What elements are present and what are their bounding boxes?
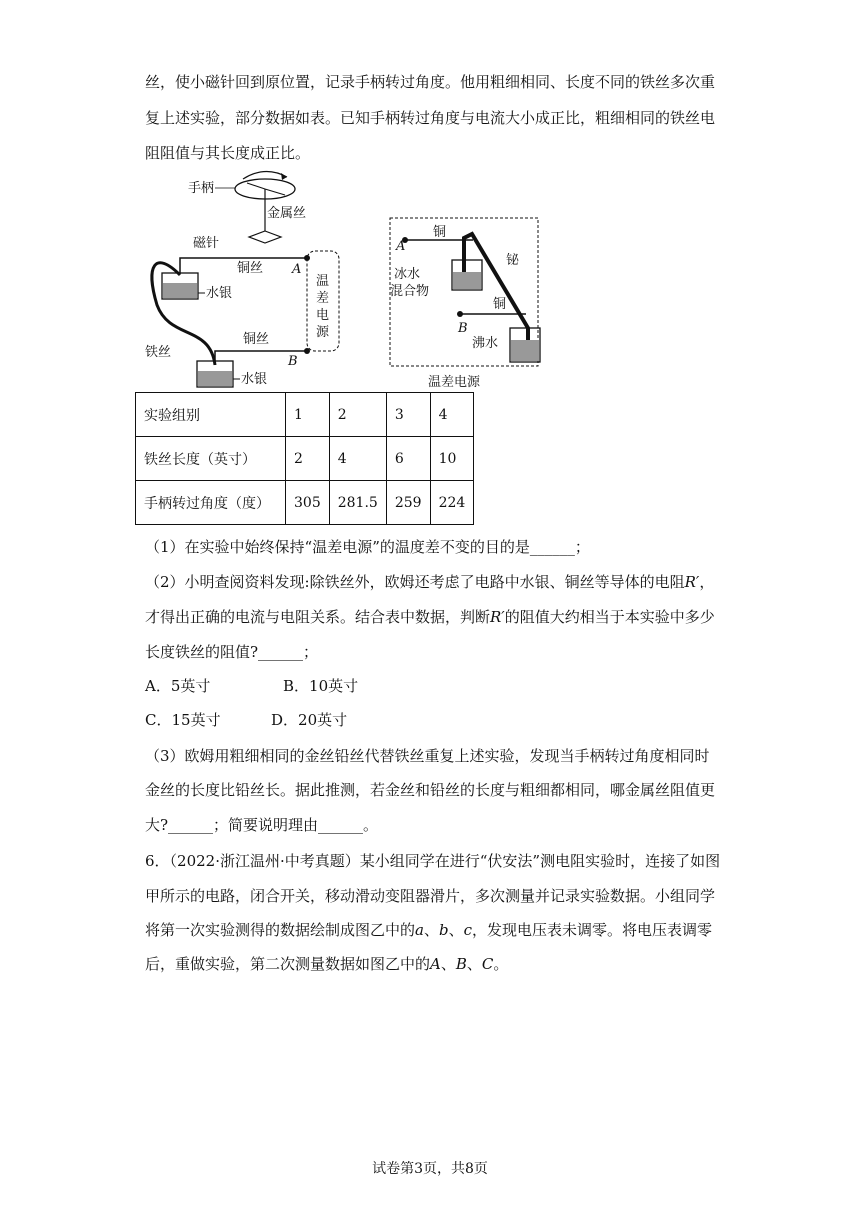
- option-c: C．15英寸: [145, 711, 221, 729]
- option-b: B．10英寸: [283, 677, 359, 695]
- label-copper-bottom: 铜丝: [243, 332, 270, 347]
- question-3-line-2: 金丝的长度比铅丝长。据此推测，若金丝和铅丝的长度与粗细都相同，哪金属丝阻值更: [145, 781, 716, 799]
- label-copper-2: 铜: [493, 297, 507, 312]
- label-point-b: B: [288, 354, 298, 369]
- table-row: [136, 437, 474, 481]
- p6-var-upper-b: B: [455, 955, 467, 973]
- label-metal-wire: 金属丝: [267, 206, 307, 221]
- table-row-label: 手柄转过角度（度）: [136, 481, 286, 525]
- compass-needle: [249, 231, 281, 243]
- thermo-source-caption: 温差电源: [428, 375, 481, 390]
- p6-text-a: 将第一次实验测得的数据绘制成图乙中的: [145, 921, 416, 939]
- intro-line-1: 丝，使小磁针回到原位置，记录手柄转过角度。他用粗细相同、长度不同的铁丝多次重: [145, 73, 716, 91]
- option-a: A．5英寸: [145, 677, 211, 695]
- problem-6-line-3: 将第一次实验测得的数据绘制成图乙中的a、b、c，发现电压表未调零。将电压表调零: [145, 921, 713, 939]
- problem-6-line-4: 后，重做实验，第二次测量数据如图乙中的A、B、C。: [145, 955, 509, 973]
- label-mercury-top: 水银: [206, 286, 233, 301]
- table-cell: 3: [386, 393, 430, 437]
- question-2-line-1: [145, 572, 714, 592]
- table-cell: 259: [386, 481, 430, 525]
- data-table: [135, 392, 474, 525]
- label-bismuth: 铋: [506, 253, 520, 268]
- table-cell: 2: [286, 437, 330, 481]
- label-iron-wire: 铁丝: [145, 345, 172, 360]
- q2-variable-r: R′: [490, 608, 505, 626]
- question-2-line-3: 长度铁丝的阻值?______；: [145, 643, 319, 661]
- label-source-3: 电: [316, 308, 330, 323]
- label-copper-top: 铜丝: [237, 261, 264, 276]
- p6-var-upper-c: C: [481, 955, 494, 973]
- q2-variable-r: R′: [684, 573, 700, 591]
- intro-line-2: 复上述实验，部分数据如表。已知手柄转过角度与电流大小成正比，粗细相同的铁丝电: [145, 109, 716, 127]
- label-ice-water-2: 混合物: [390, 284, 430, 299]
- table-cell: 281.5: [329, 481, 386, 525]
- label-point-a: A: [396, 239, 406, 254]
- label-mercury-bottom: 水银: [241, 372, 268, 387]
- label-point-a: A: [292, 262, 302, 277]
- p6-var-c: c: [463, 921, 473, 939]
- table-row-label: 实验组别: [136, 393, 286, 437]
- question-1: （1）在实验中始终保持“温差电源”的温度差不变的目的是______；: [145, 538, 590, 556]
- p6-var-b: b: [438, 921, 449, 939]
- q2-text-c: 才得出正确的电流与电阻关系。结合表中数据，判断: [145, 608, 491, 626]
- p6-text-d: 。: [493, 955, 509, 973]
- label-handle: 手柄: [188, 181, 215, 196]
- ohm-apparatus-figure: [135, 165, 355, 395]
- q2-text-a: （2）小明查阅资料发现:除铁丝外，欧姆还考虑了电路中水银、铜丝等导体的电阻: [145, 573, 685, 591]
- p6-text-c: 后，重做实验，第二次测量数据如图乙中的: [145, 955, 431, 973]
- problem-6-line-1: 6．（2022·浙江温州·中考真题）某小组同学在进行“伏安法”测电阻实验时，连接了如图: [145, 852, 721, 870]
- label-copper-1: 铜: [433, 225, 447, 240]
- table-cell: 4: [329, 437, 386, 481]
- rotation-arrow: [243, 171, 287, 179]
- p6-var-a: a: [415, 921, 424, 939]
- table-row: [136, 393, 474, 437]
- q2-text-b: ，: [699, 573, 715, 591]
- label-point-b: B: [458, 321, 468, 336]
- problem-6-line-2: 甲所示的电路，闭合开关，移动滑动变阻器滑片，多次测量并记录实验数据。小组同学: [145, 887, 716, 905]
- label-source-2: 差: [316, 291, 330, 306]
- table-cell: 6: [386, 437, 430, 481]
- page-footer: 试卷第3页，共8页: [372, 1161, 488, 1177]
- intro-line-3: 阻阻值与其长度成正比。: [145, 144, 311, 162]
- table-cell: 305: [286, 481, 330, 525]
- table-cell: 224: [430, 481, 474, 525]
- table-cell: 1: [286, 393, 330, 437]
- label-source-4: 源: [316, 325, 330, 340]
- label-ice-water-1: 冰水: [394, 267, 421, 282]
- p6-var-upper-a: A: [430, 955, 441, 973]
- question-3-line-1: （3）欧姆用粗细相同的金丝铅丝代替铁丝重复上述实验，发现当手柄转过角度相同时: [145, 747, 710, 765]
- question-3-line-3: 大?______；简要说明理由______。: [145, 816, 379, 834]
- p6-text-b: ，发现电压表未调零。将电压表调零: [472, 921, 713, 939]
- label-boiling-water: 沸水: [472, 336, 499, 351]
- table-cell: 2: [329, 393, 386, 437]
- question-2-line-2: [145, 607, 715, 627]
- table-cell: 4: [430, 393, 474, 437]
- q2-text-d: 的阻值大约相当于本实验中多少: [504, 608, 715, 626]
- table-row-label: 铁丝长度（英寸）: [136, 437, 286, 481]
- table-row: [136, 481, 474, 525]
- thermo-source-figure: [388, 216, 558, 396]
- label-compass: 磁针: [193, 236, 220, 251]
- table-cell: 10: [430, 437, 474, 481]
- label-source-1: 温: [316, 274, 330, 289]
- option-d: D．20英寸: [271, 711, 348, 729]
